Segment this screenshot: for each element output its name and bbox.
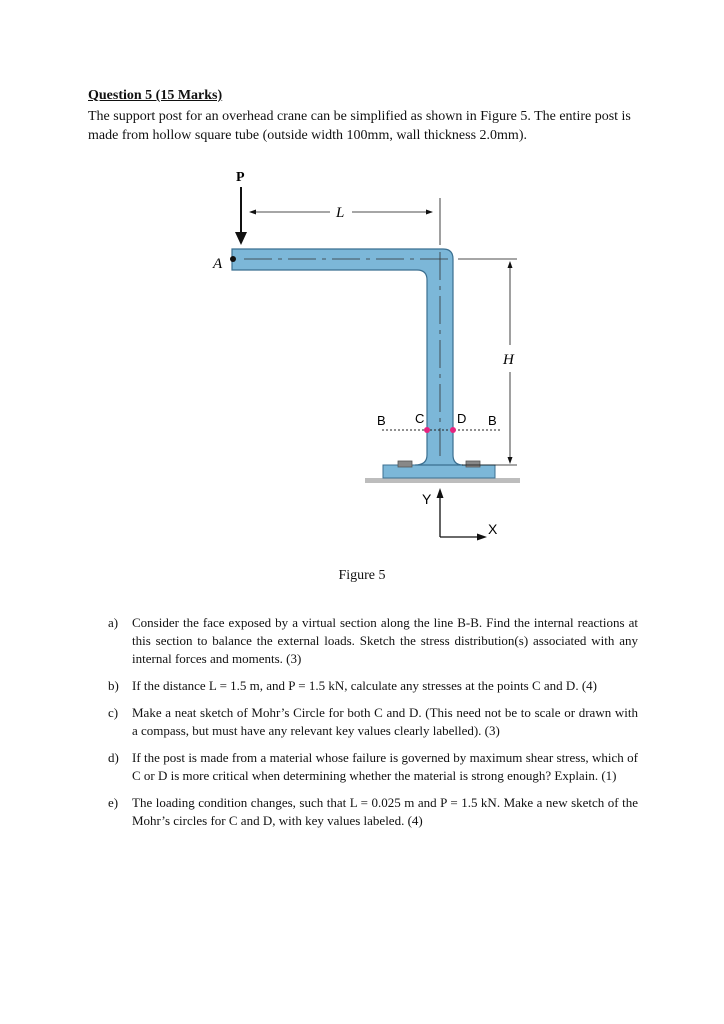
- question-heading: Question 5 (15 Marks): [88, 88, 223, 103]
- question-part-b: [108, 677, 638, 695]
- question-part-d: [108, 749, 638, 785]
- load-arrow-head: [235, 232, 247, 245]
- point-c-label: C: [415, 411, 425, 426]
- x-axis-arrow: [477, 534, 487, 541]
- length-arrow-right: [426, 210, 433, 215]
- question-part-label: c): [108, 705, 119, 720]
- length-label: L: [336, 205, 345, 221]
- question-part-e: [108, 794, 638, 830]
- question-part-label: e): [108, 795, 119, 810]
- question-part-label: b): [108, 678, 119, 693]
- section-left-label: B: [377, 413, 386, 428]
- question-part-c: [108, 704, 638, 740]
- height-arrow-bottom: [508, 457, 513, 464]
- question-part-a: [108, 614, 638, 668]
- question-part-text: The loading condition changes, such that L = 0.025 m and P = 1.5 kN. Make a new sketch of the Mohr’s circles for C and D, with key values labeled. (4): [132, 795, 638, 828]
- point-a-marker: [230, 256, 236, 262]
- question-part-text: Make a neat sketch of Mohr’s Circle for both C and D. (This need not be to scale or drawn with a compass, but must have any relevant key values clearly labelled). (3): [132, 705, 638, 738]
- height-label: H: [503, 352, 514, 368]
- length-arrow-left: [249, 210, 256, 215]
- question-parts-list: [108, 614, 638, 839]
- section-right-label: B: [488, 413, 497, 428]
- figure-caption: [0, 568, 724, 584]
- question-part-text: If the distance L = 1.5 m, and P = 1.5 kN, calculate any stresses at the points C and D. (4): [132, 678, 597, 693]
- x-axis-label: X: [488, 521, 498, 537]
- point-a-label: A: [213, 256, 223, 272]
- question-intro: The support post for an overhead crane can be simplified as shown in Figure 5. The entire post is made from hollow square tube (outside width 100mm, wall thickness 2.0mm).: [88, 109, 631, 143]
- y-axis-arrow: [437, 488, 444, 498]
- point-d-marker: [450, 427, 456, 433]
- question-part-text: Consider the face exposed by a virtual section along the line B-B. Find the internal reactions at this section to balance the external loads. Sketch the stress distribution(s) associated with any internal forces and moments. (3): [132, 615, 638, 666]
- bolt-right: [466, 461, 480, 467]
- bolt-left: [398, 461, 412, 467]
- figure-5-diagram: [200, 165, 530, 545]
- point-d-label: D: [457, 411, 467, 426]
- ground-base: [365, 478, 520, 483]
- question-part-label: a): [108, 615, 119, 630]
- y-axis-label: Y: [422, 491, 432, 507]
- question-part-text: If the post is made from a material whose failure is governed by maximum shear stress, which of C or D is more critical when determining whether the material is strong enough? Explain. (1): [132, 750, 638, 783]
- figure-caption-text: Figure 5: [338, 568, 386, 583]
- height-arrow-top: [508, 261, 513, 268]
- question-part-label: d): [108, 750, 119, 765]
- load-label: P: [236, 170, 245, 185]
- point-c-marker: [424, 427, 430, 433]
